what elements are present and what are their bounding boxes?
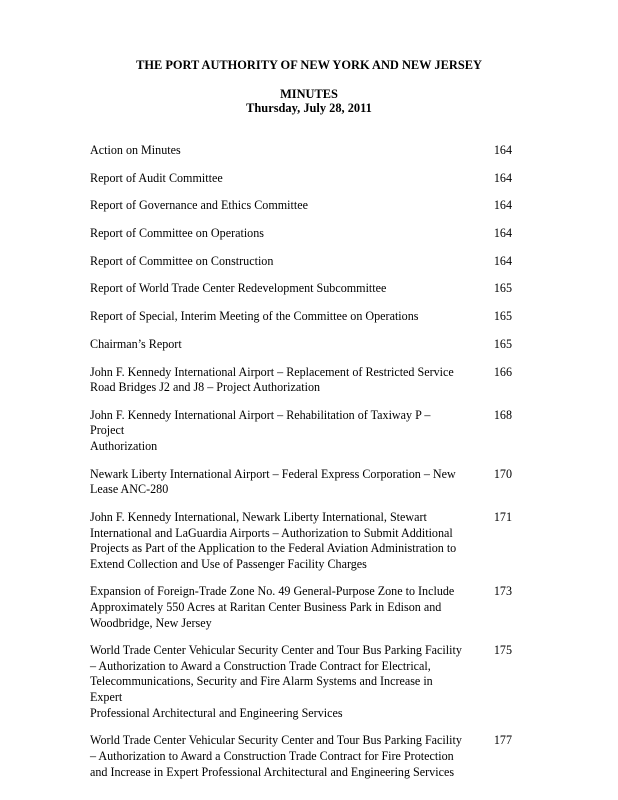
toc-entry — [90, 365, 512, 396]
toc-entry-page: 164 — [493, 226, 512, 241]
meeting-date: Thursday, July 28, 2011 — [246, 101, 372, 115]
document-title: MINUTES — [280, 87, 338, 101]
toc-entry-title: John F. Kennedy International, Newark Liberty International, Stewart International and LaGuardia Airports – Authorization to Submit Additional Projects as Part of the Application to the Federal Aviation Administration to Extend Collection and Use of Passenger Facility Charges — [90, 509, 457, 571]
toc-entry — [90, 733, 512, 780]
toc-entry — [90, 281, 512, 297]
toc-entry-page: 165 — [493, 281, 512, 296]
toc-entry — [90, 643, 512, 721]
toc-entry-page: 171 — [493, 509, 512, 524]
toc-entry-page: 177 — [493, 733, 512, 748]
toc-entry — [90, 510, 512, 572]
toc-entry-page: 166 — [493, 364, 512, 379]
toc-entry-title: Expansion of Foreign-Trade Zone No. 49 General-Purpose Zone to Include Approximately 550 Acres at Raritan Center Business Park in Edison and Woodbridge, New Jersey — [90, 584, 455, 630]
toc-entry-page: 164 — [493, 143, 512, 157]
toc-entry-title: Report of Special, Interim Meeting of the Committee on Operations — [90, 309, 419, 324]
toc-entry-title: Report of Committee on Operations — [90, 226, 264, 241]
toc-entry-page: 165 — [493, 336, 512, 351]
toc-entry-title: World Trade Center Vehicular Security Center and Tour Bus Parking Facility – Authorization to Award a Construction Trade Contract for Electrical, Telecommunications, Security and Fire Alarm Systems and Increase in Expert Professional Architectural and Engineering Services — [90, 643, 462, 720]
toc-entry-title: Report of Audit Committee — [90, 170, 223, 185]
toc-entry-title: Report of Committee on Construction — [90, 253, 274, 268]
toc-entry-page: 164 — [493, 253, 512, 268]
toc-entry — [90, 584, 512, 631]
toc-entry-page: 164 — [493, 198, 512, 213]
toc-entry-page: 170 — [493, 466, 512, 481]
toc-entry-title: Report of Governance and Ethics Committee — [90, 198, 308, 213]
toc-entry-title: World Trade Center Vehicular Security Center and Tour Bus Parking Facility – Authorization to Award a Construction Trade Contract for Fire Protection and Increase in Expert Professional Architectural and Engineering Services — [90, 733, 462, 779]
toc-entry-page: 173 — [493, 584, 512, 599]
toc-entry — [90, 143, 512, 159]
toc-entry — [90, 226, 512, 242]
toc-entry — [90, 171, 512, 187]
toc-entry — [90, 198, 512, 214]
toc-entry — [90, 309, 512, 325]
organization-heading: THE PORT AUTHORITY OF NEW YORK AND NEW JERSEY — [136, 58, 482, 72]
toc-entry-page: 165 — [493, 309, 512, 324]
toc-entry-page: 175 — [493, 643, 512, 658]
toc-entry — [90, 337, 512, 353]
toc-entry-title: Action on Minutes — [90, 143, 181, 157]
toc-entry — [90, 467, 512, 498]
toc-entry-title: Newark Liberty International Airport – Federal Express Corporation – New Lease ANC-280 — [90, 466, 456, 497]
toc-entry-title: Chairman’s Report — [90, 336, 182, 351]
toc-entry-title: Report of World Trade Center Redevelopment Subcommittee — [90, 281, 387, 296]
toc-entry-page: 164 — [493, 170, 512, 185]
table-of-contents — [90, 143, 512, 792]
toc-entry — [90, 254, 512, 270]
toc-entry — [90, 408, 512, 455]
toc-entry-title: John F. Kennedy International Airport – Rehabilitation of Taxiway P – Project Authorization — [90, 407, 431, 453]
toc-entry-title: John F. Kennedy International Airport – Replacement of Restricted Service Road Bridges J2 and J8 – Project Authorization — [90, 364, 454, 395]
toc-entry-page: 168 — [493, 407, 512, 422]
